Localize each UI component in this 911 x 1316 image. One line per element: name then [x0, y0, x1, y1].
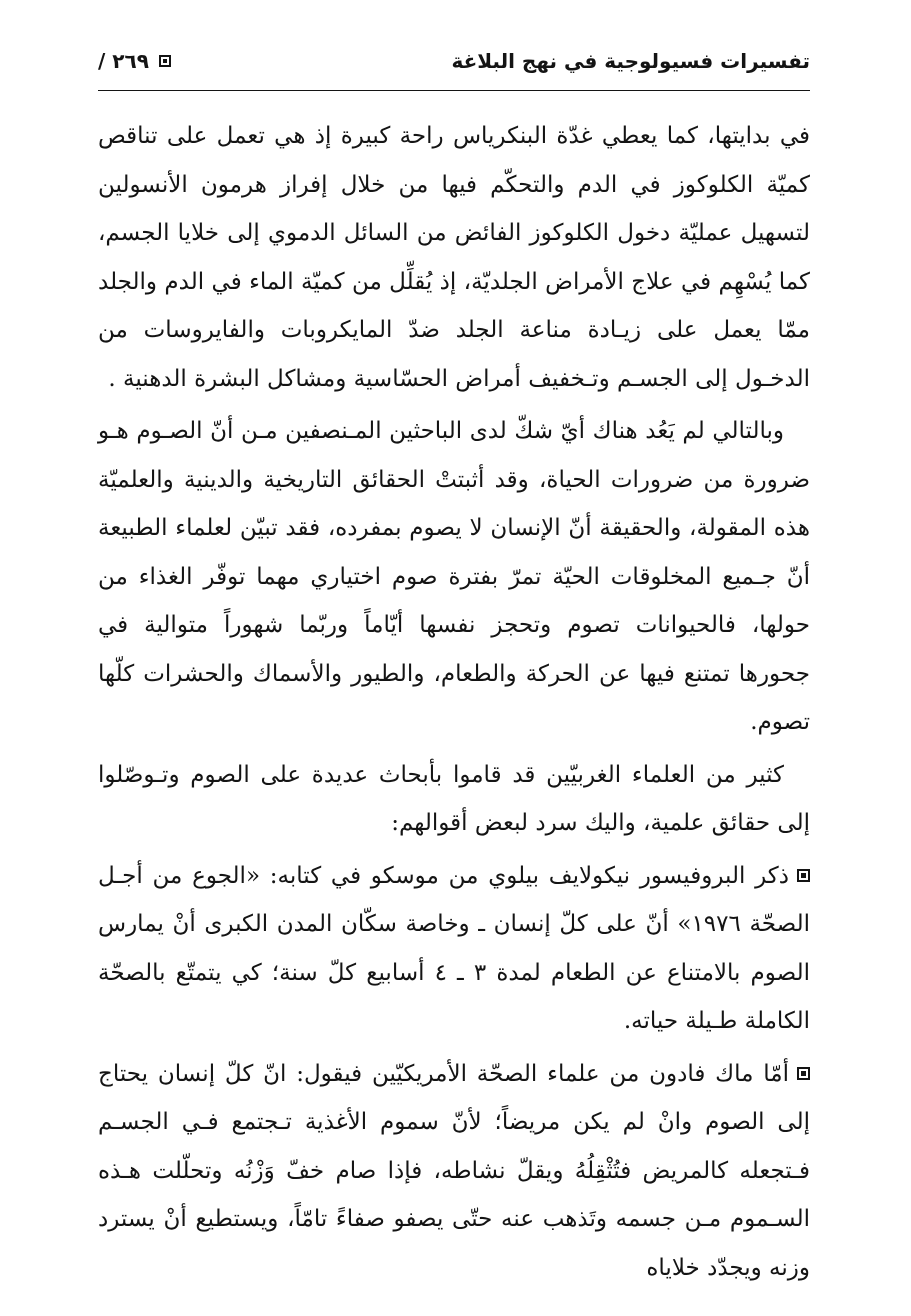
page-body — [98, 112, 810, 1296]
quote-mcfadden-text: أمّا ماك فادون من علماء الصحّة الأمريكيّين فيقول: انّ كلّ إنسان يحتاج إلى الصوم وانْ لم يكن مريضاً؛ لأنّ سموم الأغذية تـجتمع فـي الجسـم فـتجعله كالمريض فتُثْقِلُهُ ويقلّ نشاطه، فإذا صام خفّ وَزْنُه وتحلّلت هـذه السـموم مـن جسمه وتَذهب عنه حتّى يصفو صفاءً تامّاً، ويستطيع أنْ يسترد وزنه ويجدّد خلاياه — [98, 1060, 810, 1281]
paragraph-western-scientists: كثير من العلماء الغربيّين قد قاموا بأبحاث عديدة على الصوم وتـوصّلوا إلى حقائق علمية، واليك سرد لبعض أقوالهم: — [98, 761, 810, 836]
square-bullet-icon — [797, 1067, 810, 1080]
page-header — [98, 44, 810, 84]
quote-nikolaev-text: ذكر البروفيسور نيكولايف بيلوي من موسكو في كتابه: «الجوع من أجـل الصحّة ١٩٧٦» أنّ على كلّ إنسان ـ وخاصة سكّان المدن الكبرى أنْ يمارس الصوم بالامتناع عن الطعام لمدة ٣ ـ ٤ أسابيع كلّ سنة؛ كي يتمتّع بالصحّة الكاملة طـيلة حياته. — [98, 862, 810, 1034]
header-divider — [98, 90, 810, 91]
paragraph-quote-nikolaev — [98, 852, 810, 1046]
running-title: تفسيرات فسيولوجية في نهج البلاغة — [451, 49, 810, 73]
square-bullet-icon — [159, 55, 171, 67]
paragraph-continuation: في بدايتها، كما يعطي غدّة البنكرياس راحة كبيرة إذ هي تعمل على تناقص كميّة الكلوكوز في الدم والتحكّم فيها من خلال إفراز هرمون الأنسولين لتسهيل عمليّة دخول الكلوكوز الفائض من السائل الدموي إلى خلايا الجسم، كما يُسْهِم في علاج الأمراض الجلديّة، إذ يُقلِّل من كميّة الماء في الدم والجلد ممّا يعمل على زيـادة مناعة الجلد ضدّ المايكروبات والفايروسات من الدخـول إلى الجسـم وتـخفيف أمراض الحسّاسية ومشاكل البشرة الدهنية . — [98, 123, 810, 392]
square-bullet-icon — [797, 869, 810, 882]
page-number: ٢٦٩ / — [98, 49, 149, 73]
page-number-group — [98, 46, 171, 76]
paragraph-quote-mcfadden — [98, 1050, 810, 1293]
paragraph-fasting-necessity: وبالتالي لم يَعُد هناك أيّ شكّ لدى الباحثين المـنصفين مـن أنّ الصـوم هـو ضرورة من ضرورات الحياة، وقد أثبتتْ الحقائق التاريخية والدينية والعلميّة هذه المقولة، والحقيقة أنّ الإنسان لا يصوم بمفرده، فقد تبيّن لعلماء الطبيعة أنّ جـميع المخلوقات الحيّة تمرّ بفترة صوم اختياري مهما توفّر الغذاء من حولها، فالحيوانات تصوم وتحجز نفسها أيّاماً وربّما شهوراً متوالية في جحورها تمتنع فيها عن الحركة والطعام، والطيور والأسماك والحشرات كلّها تصوم. — [98, 418, 810, 735]
